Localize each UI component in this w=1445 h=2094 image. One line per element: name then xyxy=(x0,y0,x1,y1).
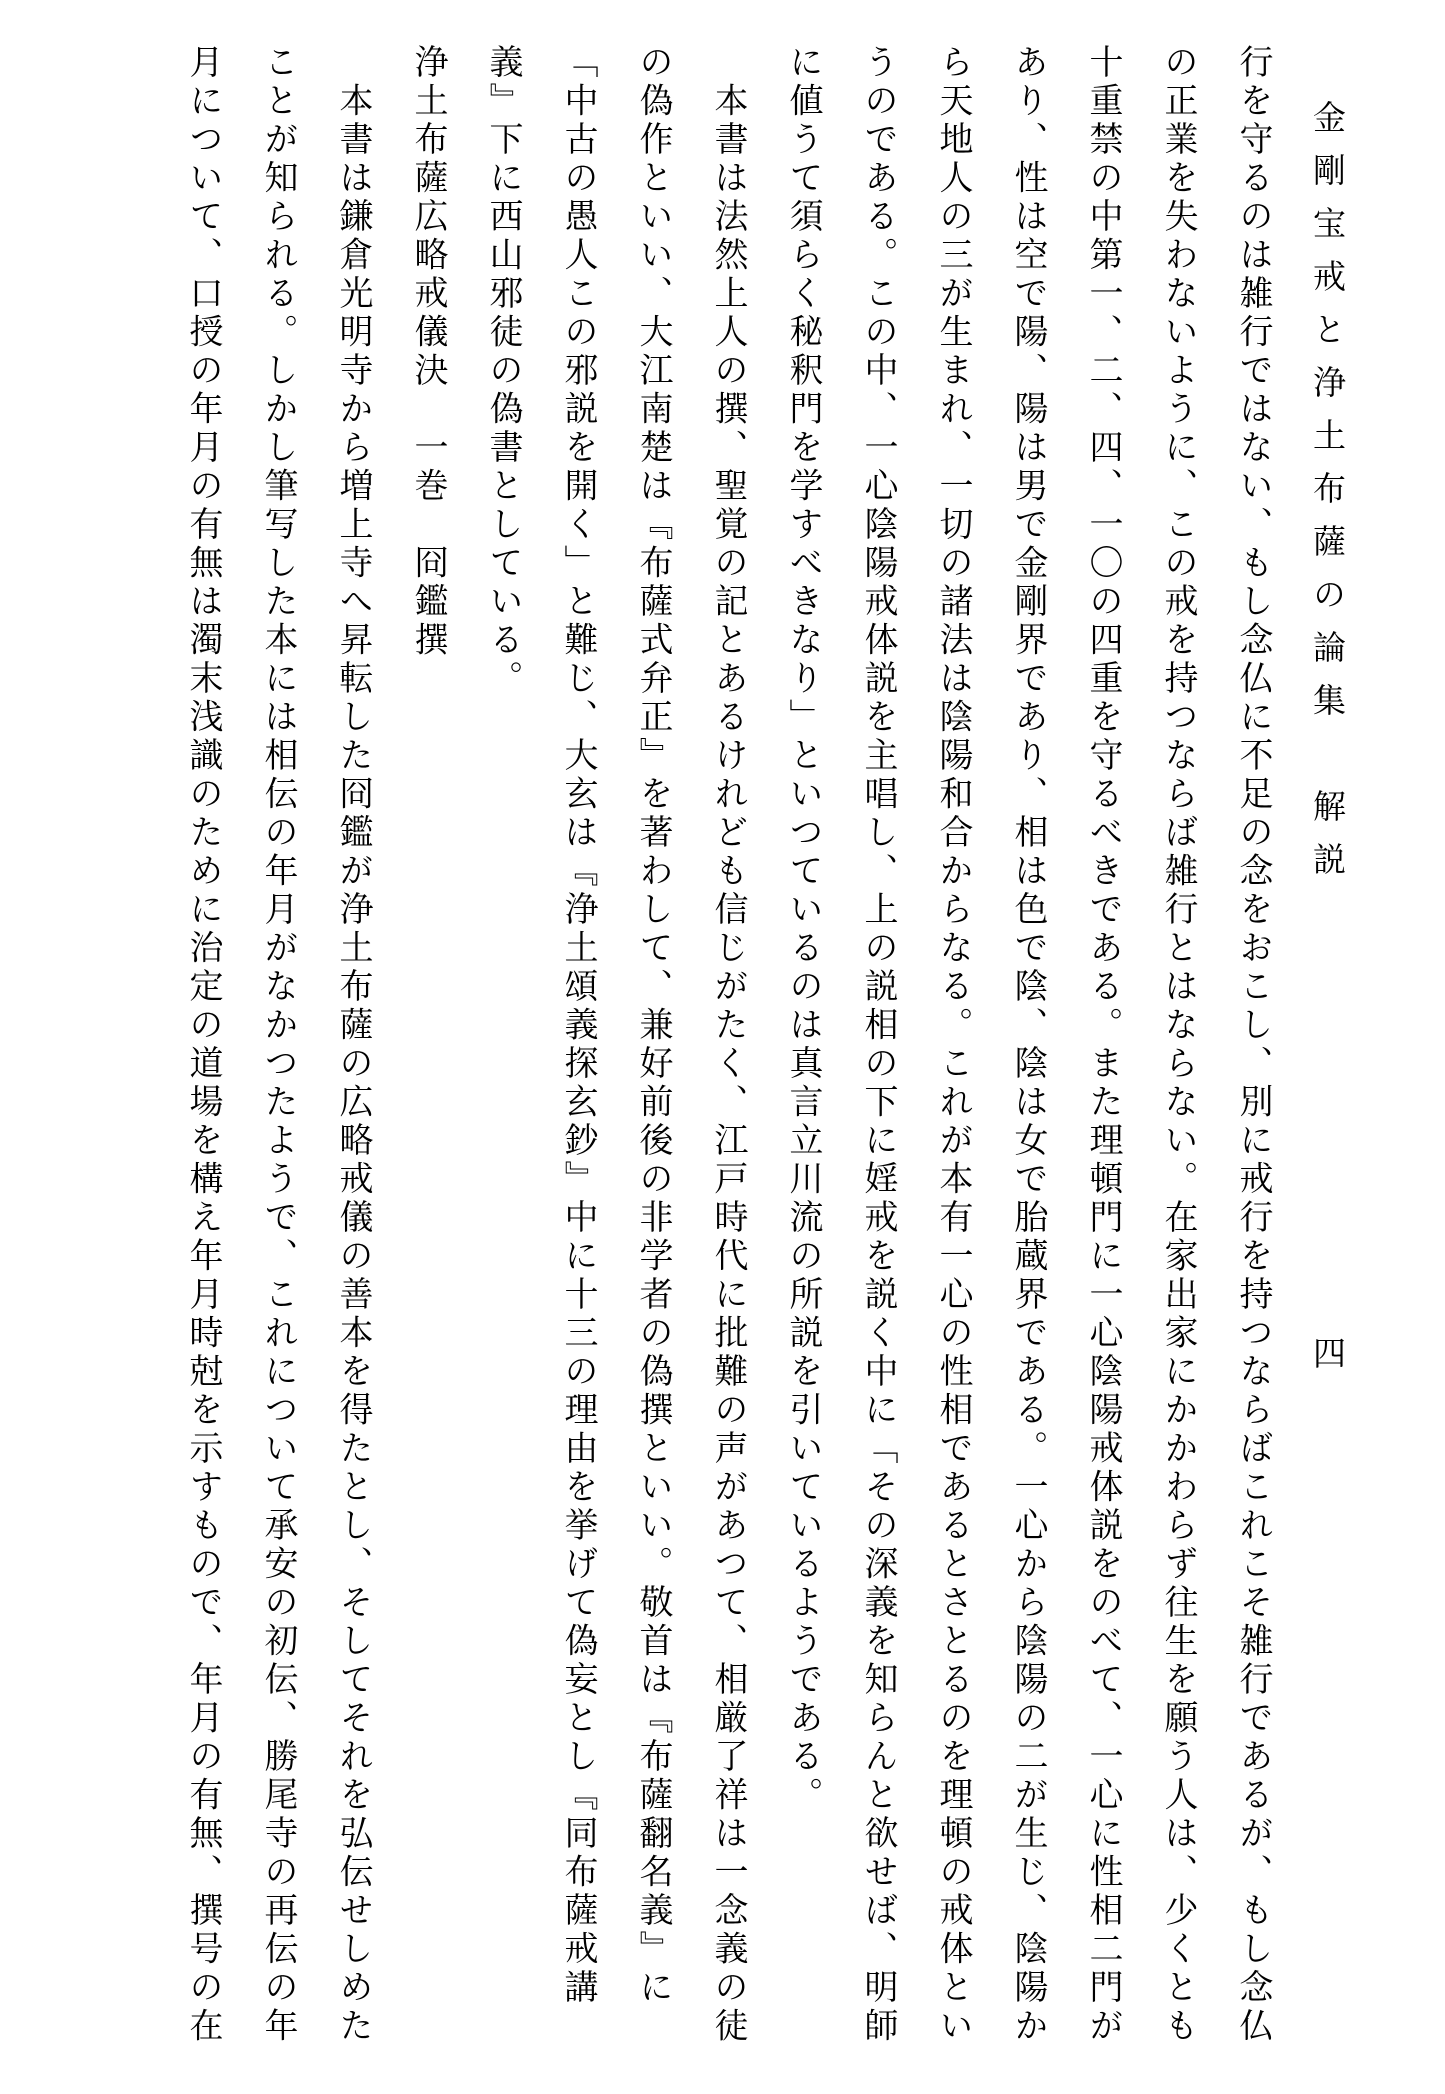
text-column: の正業を失わないように、この戒を持つならば雑行とはならない。在家出家にかかわらず往生を願う人は、少くとも xyxy=(1158,44,1198,2046)
paragraph-1 xyxy=(765,44,1290,2066)
text-column: 「中古の愚人この邪説を開く」と難じ、大玄は『浄土頌義探玄鈔』中に十三の理由を挙げて偽妄とし『同布薩戒講 xyxy=(558,44,598,2008)
paragraph-3 xyxy=(165,44,390,2066)
text-column: うのである。この中、一心陰陽戒体説を主唱し、上の説相の下に婬戒を説く中に「その深義を知らんと欲せば、明師 xyxy=(858,44,898,2046)
text-column: 十重禁の中第一、二、四、一〇の四重を守るべきである。また理頓門に一心陰陽戒体説をのべて、一心に性相二門が xyxy=(1083,44,1123,2046)
text-column: ら天地人の三が生まれ、一切の諸法は陰陽和合からなる。これが本有一心の性相であるとさとるのを理頓の戒体とい xyxy=(933,44,973,2046)
section-heading: 浄土布薩広略戒儀決 一巻 冏鑑撰 xyxy=(408,44,448,660)
text-column: 行を守るのは雑行ではない、もし念仏に不足の念をおこし、別に戒行を持つならばこれこそ雑行であるが、もし念仏 xyxy=(1233,44,1273,2046)
text-column: に値うて須らく秘釈門を学すべきなり」といつているのは真言立川流の所説を引いているようである。 xyxy=(783,44,823,1815)
text-column: 月について、口授の年月の有無は濁末浅識のために治定の道場を構え年月時尅を示すもので、年月の有無、撰号の在 xyxy=(183,44,223,2046)
text-column: 義』下に西山邪徒の偽書としている。 xyxy=(483,44,523,699)
page-number: 四 xyxy=(1308,1336,1347,1369)
text-column: ことが知られる。しかし筆写した本には相伝の年月がなかつたようで、これについて承安の初伝、勝尾寺の再伝の年 xyxy=(258,44,298,2046)
text-column: あり、性は空で陽、陽は男で金剛界であり、相は色で陰、陰は女で胎蔵界である。一心から陰陽の二が生じ、陰陽か xyxy=(1008,44,1048,2046)
text-column: の偽作といい、大江南楚は『布薩式弁正』を著わして、兼好前後の非学者の偽撰といい。敬首は『布薩翻名義』に xyxy=(633,44,673,2008)
body-text xyxy=(165,44,1290,2066)
paragraph-2 xyxy=(465,44,765,2066)
text-column: 本書は鎌倉光明寺から増上寺へ昇転した冏鑑が浄土布薩の広略戒儀の善本を得たとし、そしてそれを弘伝せしめた xyxy=(333,44,373,2046)
text-column: 本書は法然上人の撰、聖覚の記とあるけれども信じがたく、江戸時代に批難の声があつて、相厳了祥は一念義の徒 xyxy=(708,44,748,2046)
running-head: 金剛宝戒と浄土布薩の論集 解説 xyxy=(1308,100,1347,895)
